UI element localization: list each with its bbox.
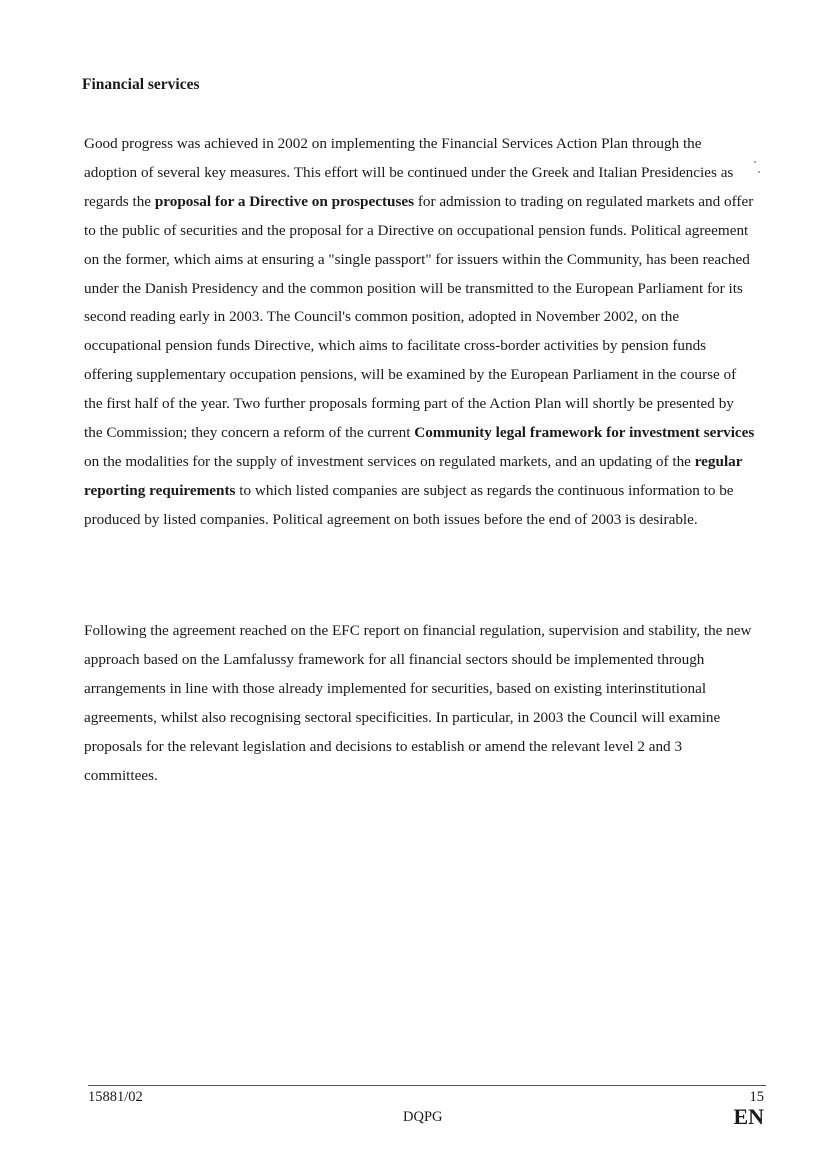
paragraph-text: Good progress was achieved in 2002 on implementing the Financial Services Action Plan through the adoption of several key measures. This effort will be continued under the Greek and Italian Presidencies as regards the [84, 135, 734, 210]
scan-speck [758, 171, 760, 173]
paragraph-text: for admission to trading on regulated markets and offer to the public of securities and the proposal for a Directive on occupational pension funds. Political agreement on the former, which aims at ensuring a "single passport" for issuers within the Community, has been reached under the Danish Presidency and the common position will be transmitted to the European Parliament for its second reading early in 2003. The Council's common position, adopted in November 2002, on the occupational pension funds Directive, which aims to facilitate cross-border activities by pension funds offering supplementary occupation pensions, will be examined by the European Parliament in the course of the first half of the year. Two further proposals forming part of the Action Plan will shortly be presented by the Commission; they concern a reform of the current [84, 192, 754, 442]
paragraph-text: to which listed companies are subject as regards the continuous information to be produced by listed companies. Political agreement on both issues before the end of 2003 is desirable. [84, 481, 734, 528]
section-heading: Financial services [82, 76, 200, 93]
emphasis-reporting-requirements: regular reporting requirements [84, 452, 743, 499]
footer-divider [88, 1085, 766, 1086]
paragraph-text: on the modalities for the supply of investment services on regulated markets, and an updating of the [84, 452, 695, 470]
language-code: EN [733, 1104, 764, 1129]
department-code: DQPG [403, 1109, 443, 1125]
page-number: 15 [749, 1089, 764, 1105]
emphasis-investment-services-framework: Community legal framework for investment services [414, 424, 755, 442]
scan-speck [754, 161, 756, 163]
paragraph-financial-services-action-plan [84, 130, 756, 535]
document-reference: 15881/02 [88, 1089, 143, 1105]
emphasis-prospectus-directive: proposal for a Directive on prospectuses [154, 192, 415, 210]
paragraph-lamfalussy-framework: Following the agreement reached on the EFC report on financial regulation, supervision and stability, the new approach based on the Lamfalussy framework for all financial sectors should be implemented through arrangements in line with those already implemented for securities, based on existing interinstitutional agreements, whilst also recognising sectoral specificities. In particular, in 2003 the Council will examine proposals for the relevant legislation and decisions to establish or amend the relevant level 2 and 3 committees. [84, 622, 752, 784]
